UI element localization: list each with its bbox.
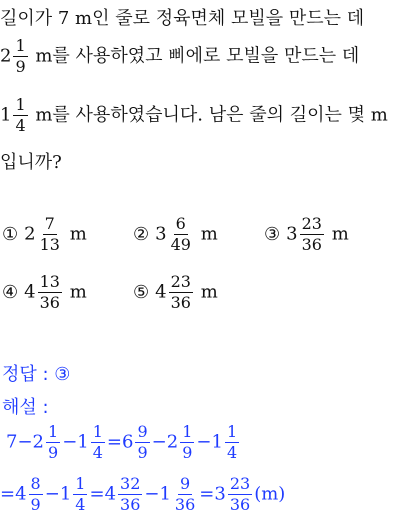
choice-mark: ② (133, 223, 150, 245)
mixed-whole: 2 (32, 431, 44, 453)
denominator: 36 (170, 293, 191, 312)
fraction (73, 476, 87, 513)
mixed-whole: 4 (104, 483, 117, 505)
fraction (38, 216, 62, 253)
numerator: 13 (39, 272, 60, 291)
fraction (228, 476, 252, 513)
unit: m (69, 281, 87, 303)
mixed-whole: 3 (286, 223, 298, 245)
mixed-whole: 1 (159, 483, 171, 505)
equals-sign: = (106, 431, 123, 453)
question-text: m를 사용하였고 삐에로 모빌을 만드는 데 (29, 45, 360, 67)
mixed-whole: 4 (15, 483, 27, 505)
choice-4[interactable] (2, 274, 87, 311)
numerator: 1 (15, 95, 26, 114)
mixed-whole: 1 (59, 483, 72, 505)
numerator: 1 (226, 422, 238, 441)
operator: − (196, 431, 212, 453)
denominator: 4 (92, 443, 103, 462)
denominator: 36 (39, 293, 60, 312)
denominator: 36 (229, 495, 251, 514)
question-text: m를 사용하였습니다. 남은 줄의 길이는 몇 m (29, 104, 388, 126)
unit: (m) (254, 483, 286, 505)
denominator: 36 (174, 495, 196, 514)
numerator: 9 (137, 422, 148, 441)
denominator: 4 (75, 495, 86, 514)
fraction (13, 38, 27, 75)
numerator: 9 (180, 474, 191, 493)
denominator: 9 (30, 495, 41, 514)
fraction (91, 424, 105, 461)
numerator: 23 (301, 214, 322, 233)
equals-sign: = (199, 483, 215, 505)
equals-sign: = (0, 483, 16, 505)
fraction (300, 216, 324, 253)
mixed-whole: 1 (77, 431, 89, 453)
numerator: 32 (120, 474, 141, 493)
unit: m (200, 223, 218, 245)
mixed-whole: 2 (24, 223, 36, 245)
denominator: 36 (301, 235, 322, 254)
mixed-whole: 1 (211, 431, 223, 453)
denominator: 49 (170, 235, 191, 254)
denominator: 9 (182, 443, 193, 462)
mixed-whole: 3 (214, 483, 226, 505)
explain-label: 해설 : (2, 397, 49, 418)
operator: − (17, 431, 33, 453)
choice-2[interactable] (133, 216, 218, 253)
term: 7 (6, 431, 18, 453)
mixed-whole: 4 (24, 281, 36, 303)
operator: − (44, 483, 60, 505)
equals-sign: = (89, 483, 105, 505)
numerator: 1 (48, 422, 59, 441)
numerator: 1 (92, 422, 103, 441)
fraction (29, 476, 43, 513)
mixed-whole: 3 (155, 223, 167, 245)
fraction (169, 274, 193, 311)
denominator: 9 (48, 443, 59, 462)
fraction (169, 216, 193, 253)
denominator: 13 (39, 235, 60, 254)
fraction (135, 424, 149, 461)
unit: m (331, 223, 349, 245)
mixed-whole: 6 (122, 431, 134, 453)
fraction (118, 476, 142, 513)
operator: − (144, 483, 160, 505)
numerator: 1 (182, 422, 193, 441)
fraction (38, 274, 62, 311)
denominator: 4 (15, 116, 26, 135)
mixed-whole: 2 (166, 431, 179, 453)
solution-line-2 (0, 476, 285, 513)
fraction (225, 424, 239, 461)
solution-line-1 (6, 424, 241, 461)
numerator: 6 (175, 214, 186, 233)
choice-mark: ⑤ (133, 281, 150, 303)
numerator: 23 (170, 272, 191, 291)
denominator: 36 (120, 495, 141, 514)
numerator: 23 (229, 474, 251, 493)
choice-3[interactable] (264, 216, 349, 253)
mixed-whole: 1 (0, 104, 12, 126)
choice-1[interactable] (2, 216, 87, 253)
numerator: 7 (44, 214, 55, 233)
choice-mark: ④ (2, 281, 19, 303)
denominator: 9 (15, 57, 26, 76)
unit: m (69, 223, 87, 245)
numerator: 1 (75, 474, 86, 493)
question-line-2 (0, 38, 359, 75)
denominator: 4 (226, 443, 238, 462)
denominator: 9 (137, 443, 148, 462)
question-line-4: 입니까? (0, 152, 62, 173)
answer-label: 정답 : ③ (2, 364, 71, 385)
question-line-1: 길이가 7 m인 줄로 정육면체 모빌을 만드는 데 (0, 8, 365, 29)
mixed-whole: 2 (0, 45, 12, 67)
fraction (173, 476, 197, 513)
fraction (180, 424, 194, 461)
operator: − (151, 431, 167, 453)
choice-5[interactable] (133, 274, 218, 311)
fraction (46, 424, 60, 461)
fraction (13, 97, 27, 134)
numerator: 1 (15, 36, 26, 55)
numerator: 8 (30, 474, 41, 493)
unit: m (200, 281, 218, 303)
mixed-whole: 4 (155, 281, 167, 303)
question-line-3 (0, 97, 388, 134)
operator: − (62, 431, 78, 453)
choice-mark: ① (2, 223, 19, 245)
choice-mark: ③ (264, 223, 281, 245)
